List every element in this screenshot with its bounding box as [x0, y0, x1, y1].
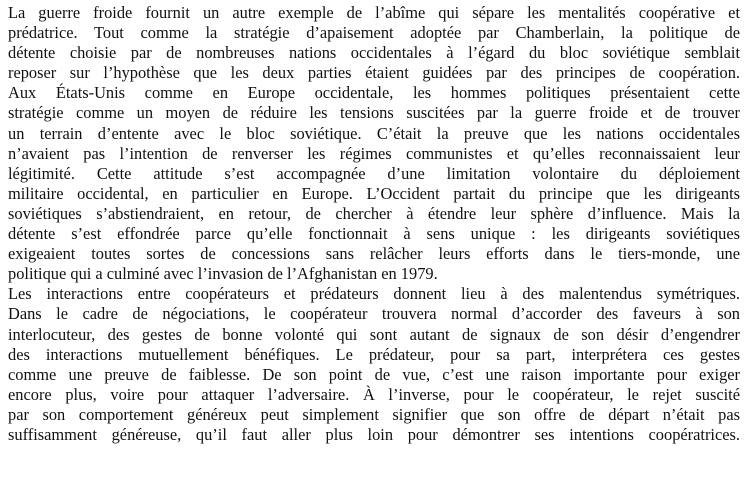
text-line: des interactions mutuellement bénéfiques. Le prédateur, pour sa part, interprétera ces gestes — [8, 344, 740, 364]
text-line: La guerre froide fournit un autre exemple de l’abîme qui sépare les mentalités coopérative et — [8, 3, 740, 22]
text-line: militaire occidental, en particulier en Europe. L’Occident partait du principe que les dirigeants — [8, 183, 740, 203]
paragraph-cold-war — [8, 3, 740, 284]
text-line: prédatrice. Tout comme la stratégie d’apaisement adoptée par Chamberlain, la politique de — [8, 23, 740, 43]
text-line: Dans le cadre de négociations, le coopérateur trouvera normal d’accorder des faveurs à son — [8, 304, 740, 324]
text-line: suffisamment généreuse, qu’il faut aller plus loin pour démontrer ses intentions coopératrices. — [8, 424, 740, 444]
text-line: Aux États-Unis comme en Europe occidentale, les hommes politiques présentaient cette — [8, 83, 740, 103]
text-line: comme une preuve de faiblesse. De son point de vue, c’est une raison importante pour exiger — [8, 364, 740, 384]
text-line: interlocuteur, des gestes de bonne volonté qui sont autant de signaux de son désir d’engendrer — [8, 324, 740, 344]
text-line: reposer sur l’hypothèse que les deux parties étaient guidées par des principes de coopération. — [8, 63, 740, 83]
text-line: un terrain d’entente avec le bloc soviétique. C’était la preuve que les nations occidentales — [8, 123, 740, 143]
text-line: n’avaient pas l’intention de renverser les régimes communistes et qu’elles reconnaissaient leur — [8, 143, 740, 163]
text-line: Les interactions entre coopérateurs et prédateurs donnent lieu à des malentendus symétriques. — [8, 284, 740, 304]
paragraph-interactions — [8, 284, 740, 445]
text-line: détente choisie par de nombreuses nations occidentales à l’égard du bloc soviétique semblait — [8, 43, 740, 63]
text-line: stratégie comme un moyen de réduire les tensions suscitées par la guerre froide et de trouver — [8, 103, 740, 123]
text-line: soviétiques s’abstiendraient, en retour, de chercher à étendre leur sphère d’influence. Mais la — [8, 203, 740, 223]
text-line: légitimité. Cette attitude s’est accompagnée d’une limitation volontaire du déploiement — [8, 163, 740, 183]
text-line: exigeaient toutes sortes de concessions sans relâcher leurs efforts dans le tiers-monde, une — [8, 244, 740, 264]
text-line: par son comportement généreux peut simplement signifier que son offre de départ n’était pas — [8, 404, 740, 424]
text-line: encore plus, voire pour attaquer l’adversaire. À l’inverse, pour le coopérateur, le rejet suscité — [8, 384, 740, 404]
text-line: politique qui a culminé avec l’invasion de l’Afghanistan en 1979. — [8, 264, 438, 284]
text-line: détente s’est effondrée parce qu’elle fonctionnait à sens unique : les dirigeants soviétiques — [8, 224, 740, 244]
